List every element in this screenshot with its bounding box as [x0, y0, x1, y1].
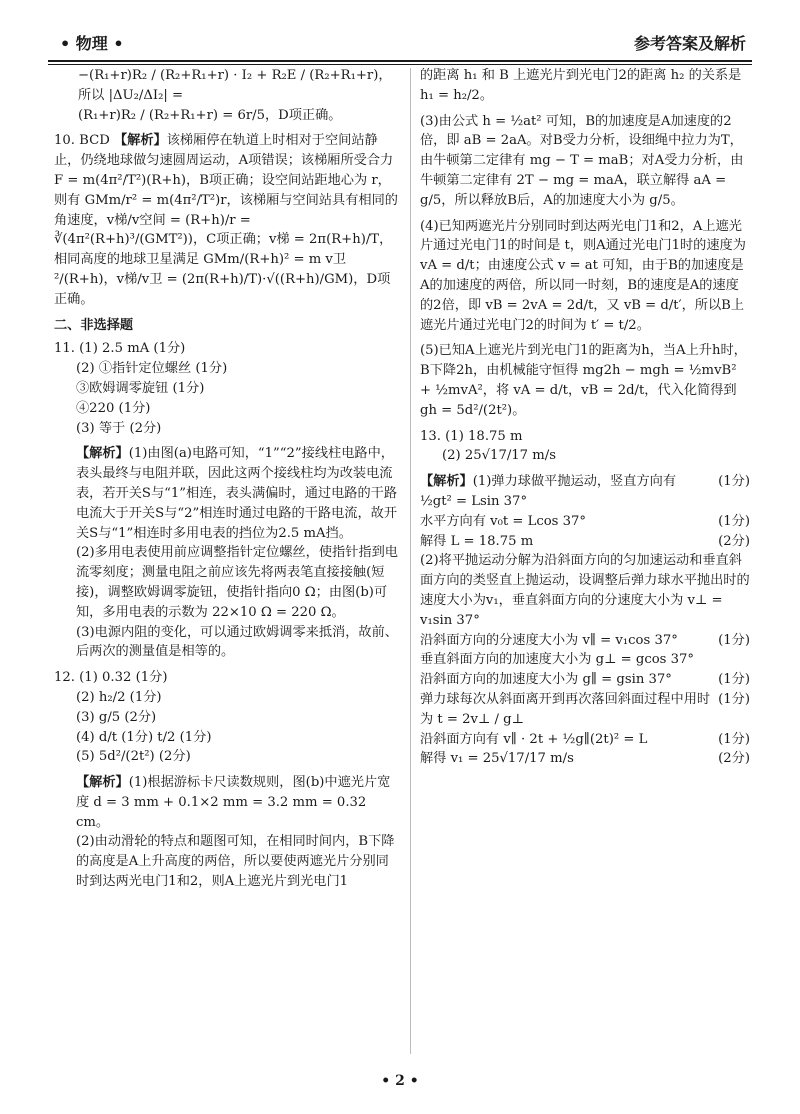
q13-step-9-text: 沿斜面方向有 v∥ · 2t + ½g∥(2t)² = L — [420, 731, 648, 747]
page-number: • 2 • — [381, 1073, 419, 1089]
q11-exp-3: (3)电源内阻的变化，可以通过欧姆调零来抵消，故前、后两次的测量值是相等的。 — [76, 624, 398, 660]
q13-step-10-text: 解得 v₁ = 25√17/17 m/s — [420, 751, 574, 767]
q13-step-5-points: (1分) — [718, 632, 750, 648]
q13-step-8 — [420, 690, 750, 730]
section-heading: 二、非选择题 — [54, 317, 134, 333]
q13-step-2-text: 水平方向有 v₀t = Lcos 37° — [420, 513, 587, 529]
q12-part5: (5) 5d²/(2t²) (2分) — [76, 749, 191, 765]
q13-step-4: (2)将平抛运动分解为沿斜面方向的匀加速运动和垂直斜面方向的类竖直上抛运动，设调整后弹力球水平抛出时的速度大小为v₁，垂直斜面方向的分速度大小为 v⊥ = v₁sin 37° — [420, 553, 750, 628]
q13-explanation — [420, 472, 750, 769]
subject-label: • 物理 • — [60, 34, 124, 53]
q13-step-2-points: (1分) — [718, 513, 750, 529]
left-column — [54, 66, 402, 1058]
q13-part1: 13. (1) 18.75 m — [420, 428, 523, 444]
q13-step-7 — [420, 670, 750, 690]
q13-step-3 — [420, 532, 750, 552]
q13-step-8-points: (1分) — [718, 691, 750, 707]
q12-part4: (4) d/t (1分) t/2 (1分) — [76, 729, 212, 745]
q13-step-5-text: 沿斜面方向的分速度大小为 v∥ = v₁cos 37° — [420, 632, 678, 648]
q13-step-8-text: 弹力球每次从斜面离开到再次落回斜面过程中用时为 t = 2v⊥ / g⊥ — [420, 691, 711, 727]
q11-part3: (3) 等于 (2分) — [76, 420, 162, 436]
q13-answers — [420, 427, 750, 467]
q11-part2b: ③欧姆调零旋钮 (1分) — [76, 380, 205, 396]
q13-step-3-points: (2分) — [718, 533, 750, 549]
q12-exp-5: (5)已知A上遮光片到光电门1的距离为h，当A上升h时，B下降2h，由机械能守恒得 mg2h − mgh = ½mvB² + ½mvA²，将 vA = d/t，vB = 2d/t，代入化简得到 gh = 5d²/(2t²)。 — [420, 343, 747, 418]
q10-label: 10. BCD — [54, 133, 110, 149]
q13-part2: (2) 25√17/17 m/s — [442, 448, 556, 464]
q13-step-2 — [420, 512, 750, 532]
header-rule — [48, 60, 752, 62]
column-divider — [410, 68, 411, 1054]
q13-step-10-points: (2分) — [718, 751, 750, 767]
q13-step-9-points: (1分) — [718, 731, 750, 747]
q11-exp-1: (1)由图(a)电路可知，“1”“2”接线柱电路中，表头最终与电阻并联，因此这两个接线柱均为改装电流表，若开关S与“1”相连，表头满偏时，通过电路的干路电流大于开关S与“2”相连时通过电路的干路电流，故开关S与“1”相连时多用电表的挡位为2.5 mA挡。 — [76, 446, 398, 541]
header-rule-thin — [48, 64, 752, 65]
q12-exp-1: (1)根据游标卡尺读数规则，图(b)中遮光片宽度 d = 3 mm + 0.1×2 mm = 3.2 mm = 0.32 cm。 — [76, 775, 391, 830]
q11-analysis-tag: 【解析】 — [76, 446, 129, 462]
q12-exp-3: (3)由公式 h = ½at² 可知，B的加速度是A加速度的2倍，即 aB = 2aA。对B受力分析，设细绳中拉力为T，由牛顿第二定律有 mg − T = maB；对A受力分析，由牛顿第二定律有 2T − mg = maA，联立解得 aA = g/5，所以释放B后，A的加速度大小为 g/5。 — [420, 113, 744, 208]
q13-analysis-tag: 【解析】 — [420, 474, 473, 490]
q11-part2c: ④220 (1分) — [76, 400, 151, 416]
q12-part1: 12. (1) 0.32 (1分) — [54, 670, 168, 686]
q13-step-7-points: (1分) — [718, 672, 750, 688]
q9-formula-2: (R₁+r)R₂ / (R₂+R₁+r) = 6r/5，D项正确。 — [78, 107, 342, 123]
q12-answers — [54, 668, 402, 767]
q13-step-5 — [420, 631, 750, 651]
q13-step-6: 垂直斜面方向的加速度大小为 g⊥ = gcos 37° — [420, 652, 695, 668]
q11-part1: 11. (1) 2.5 mA (1分) — [54, 341, 186, 357]
q10-text-2: v梯/v空间 = (R+h)/r = ∛(4π²(R+h)³/(GMT²))，C项正确；v梯 = 2π(R+h)/T，相同高度的地球卫星满足 GMm/(R+h)² = m v卫²/(R+h)，v梯/v卫 = (2π(R+h)/T)·√((R+h)/GM)，D项正确。 — [54, 212, 393, 307]
q9-continuation — [54, 66, 402, 125]
q10-text-1: 该梯厢停在轨道上时相对于空间站静止，仍绕地球做匀速圆周运动，A项错误；该梯厢所受合力 F = m(4π²/T²)(R+h)，B项正确；设空间站距地心为 r，则有 GMm/r² = m(4π²/T²)r，该梯厢与空间站具有相同的角速度， — [54, 133, 398, 228]
q13-step-9 — [420, 730, 750, 750]
q13-step-1-points: (1分) — [718, 474, 750, 490]
q11-part2a: (2) ①指针定位螺丝 (1分) — [76, 361, 228, 377]
q12-part2: (2) h₂/2 (1分) — [76, 689, 162, 705]
q12-part3: (3) g/5 (2分) — [76, 709, 157, 725]
q12-exp-4: (4)已知两遮光片分别同时到达两光电门1和2，A上遮光片通过光电门1的时间是 t，则A通过光电门1时的速度为 vA = d/t；由速度公式 v = at 可知，由于B的加速度是A的加速度的两倍，所以同一时刻，B的速度是A的速度的2倍，即 vB = 2vA = 2d/t，又 vB = d/t′，所以B上遮光片通过光电门2的时间为 t′ = t/2。 — [420, 218, 746, 333]
q12-exp-2: (2)由动滑轮的特点和题图可知，在相同时间内，B下降的高度是A上升高度的两倍，所以要使两遮光片分别同时到达两光电门1和2，则A上遮光片到光电门1 — [76, 834, 395, 890]
page-header — [48, 18, 752, 58]
q11-exp-2: (2)多用电表使用前应调整指针定位螺丝，使指针指到电流零刻度；测量电阻之前应该先将两表笔直接接触(短接)，调整欧姆调零旋钮，使指针指向0 Ω；由图(b)可知，多用电表的示数为 22×10 Ω = 220 Ω。 — [76, 545, 398, 620]
q12-explanation — [54, 773, 402, 892]
q11-answers — [54, 339, 402, 438]
q12-analysis-tag: 【解析】 — [76, 775, 129, 791]
q10-analysis-tag: 【解析】 — [113, 133, 167, 149]
q11-explanation — [54, 444, 402, 662]
q13-step-7-text: 沿斜面方向的加速度大小为 g∥ = gsin 37° — [420, 672, 672, 688]
q13-step-10 — [420, 749, 750, 769]
q12-continuation: 的距离 h₁ 和 B 上遮光片到光电门2的距离 h₂ 的关系是 h₁ = h₂/2。 — [420, 68, 742, 103]
q13-step-1 — [420, 472, 750, 512]
q9-formula-1: −(R₁+r)R₂ / (R₂+R₁+r) · I₂ + R₂E / (R₂+R₁+r)，所以 |ΔU₂/ΔI₂| = — [78, 68, 392, 103]
q10-answer — [54, 131, 402, 309]
q13-step-1-text: (1)弹力球做平抛运动，竖直方向有 ½gt² = Lsin 37° — [420, 474, 677, 509]
document-title: 参考答案及解析 — [633, 34, 746, 53]
right-column — [420, 66, 750, 1058]
q13-step-3-text: 解得 L = 18.75 m — [420, 533, 534, 549]
